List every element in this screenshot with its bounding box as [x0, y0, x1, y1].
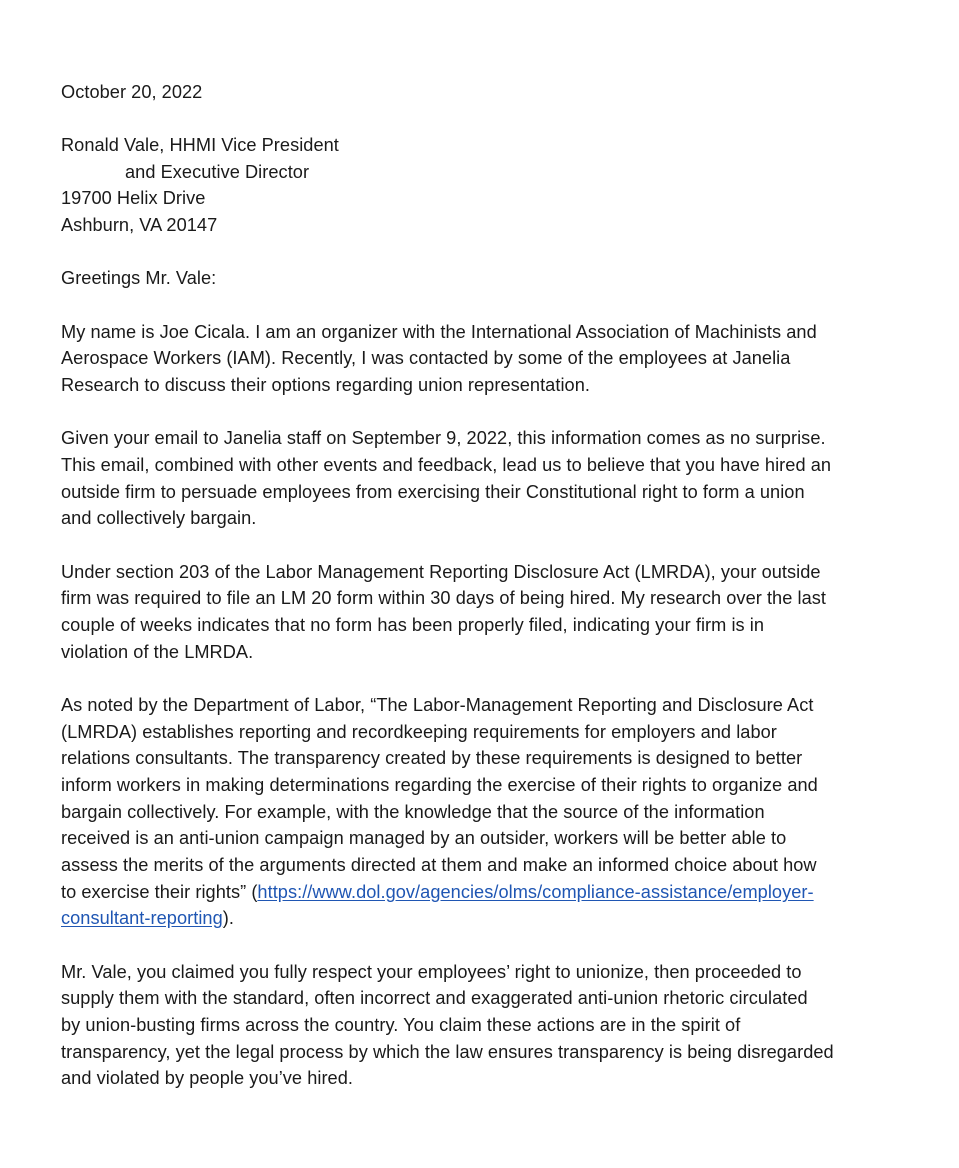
- paragraph-line: inform workers in making determinations regarding the exercise of their rights to organize and: [61, 775, 818, 795]
- paragraph-line: [61, 905, 234, 931]
- quote-end-text: to exercise their rights” (: [61, 882, 258, 902]
- paragraph-line: [61, 879, 814, 905]
- paragraph-line: This email, combined with other events and feedback, lead us to believe that you have hired an: [61, 455, 832, 475]
- paragraph-line: couple of weeks indicates that no form has been properly filed, indicating your firm is in: [61, 615, 765, 635]
- paragraph-line: As noted by the Department of Labor, “The Labor-Management Reporting and Disclosure Act: [61, 695, 814, 715]
- paragraph-line: and collectively bargain.: [61, 508, 257, 528]
- paragraph-line: supply them with the standard, often incorrect and exaggerated anti-union rhetoric circulated: [61, 988, 808, 1008]
- paragraph-line: Given your email to Janelia staff on September 9, 2022, this information comes as no surprise.: [61, 428, 826, 448]
- paragraph-line: Aerospace Workers (IAM). Recently, I was contacted by some of the employees at Janelia: [61, 348, 791, 368]
- recipient-name-line: Ronald Vale, HHMI Vice President: [61, 135, 339, 155]
- recipient-city: Ashburn, VA 20147: [61, 215, 218, 235]
- paragraph-line: transparency, yet the legal process by which the law ensures transparency is being disregarded: [61, 1042, 834, 1062]
- paragraph-line: Research to discuss their options regarding union representation.: [61, 375, 590, 395]
- paragraph-line: and violated by people you’ve hired.: [61, 1068, 353, 1088]
- salutation: Greetings Mr. Vale:: [61, 268, 217, 288]
- paragraph-line: Mr. Vale, you claimed you fully respect your employees’ right to unionize, then proceeded to: [61, 962, 802, 982]
- paragraph-line: Under section 203 of the Labor Management Reporting Disclosure Act (LMRDA), your outside: [61, 562, 821, 582]
- paragraph-line: received is an anti-union campaign managed by an outsider, workers will be better able to: [61, 828, 787, 848]
- letter-date: October 20, 2022: [61, 82, 203, 102]
- paragraph-line: outside firm to persuade employees from exercising their Constitutional right to form a union: [61, 482, 805, 502]
- paragraph-line: violation of the LMRDA.: [61, 642, 254, 662]
- paragraph-line: bargain collectively. For example, with the knowledge that the source of the information: [61, 802, 765, 822]
- dol-link-part2[interactable]: consultant-reporting: [61, 908, 223, 928]
- paragraph-line: My name is Joe Cicala. I am an organizer with the International Association of Machinists and: [61, 322, 817, 342]
- link-closing-text: ).: [222, 908, 234, 928]
- recipient-title-line: and Executive Director: [125, 162, 310, 182]
- paragraph-line: firm was required to file an LM 20 form within 30 days of being hired. My research over the last: [61, 588, 826, 608]
- dol-link-part1[interactable]: https://www.dol.gov/agencies/olms/compliance-assistance/employer-: [257, 882, 814, 902]
- paragraph-line: (LMRDA) establishes reporting and recordkeeping requirements for employers and labor: [61, 722, 777, 742]
- paragraph-line: relations consultants. The transparency created by these requirements is designed to better: [61, 748, 803, 768]
- paragraph-line: by union-busting firms across the country. You claim these actions are in the spirit of: [61, 1015, 741, 1035]
- recipient-street: 19700 Helix Drive: [61, 188, 206, 208]
- paragraph-line: assess the merits of the arguments directed at them and make an informed choice about how: [61, 855, 817, 875]
